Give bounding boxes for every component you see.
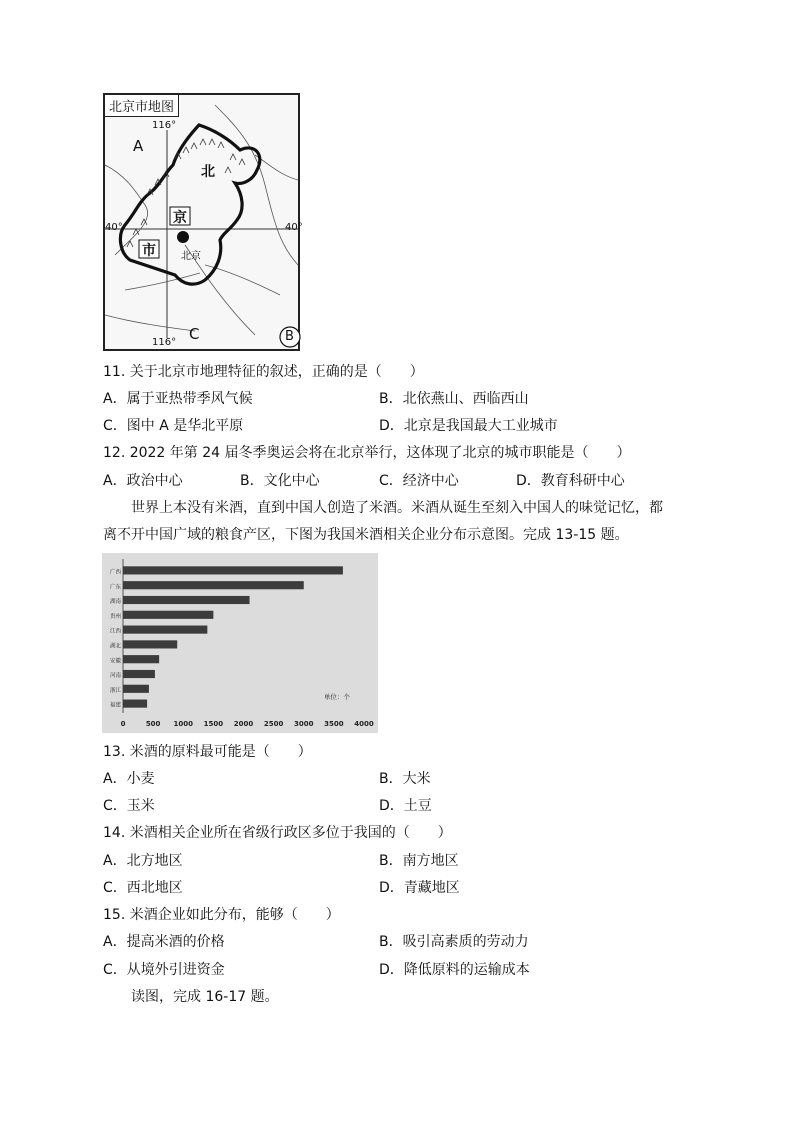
intro-line-1: 世界上本没有米酒，直到中国人创造了米酒。米酒从诞生至刻入中国人的味觉记忆，都 (131, 500, 663, 516)
beijing-map-figure (103, 93, 303, 351)
category-label-4: 江西 (109, 628, 121, 635)
q11-option-c: C．图中 A 是华北平原 (103, 418, 244, 434)
region-c-label: C (189, 325, 200, 343)
q12-option-c: C．经济中心 (379, 473, 459, 489)
bar-7 (123, 670, 155, 678)
q13-option-d: D．土豆 (379, 798, 432, 814)
category-label-1: 广东 (109, 584, 121, 591)
category-label-2: 湖南 (109, 599, 121, 606)
bar-1 (123, 581, 304, 589)
x-tick-label-8: 4000 (354, 720, 374, 728)
lon-bottom-label: 116° (152, 337, 177, 348)
category-label-8: 浙江 (109, 687, 121, 694)
x-tick-label-5: 2500 (263, 720, 284, 728)
x-tick-label-3: 1500 (203, 720, 224, 728)
city-label: 北京 (181, 251, 201, 262)
bar-0 (123, 566, 343, 574)
x-tick-label-7: 3500 (324, 720, 344, 728)
region-a-label: A (133, 137, 144, 155)
road-southwest (125, 273, 200, 290)
q11-option-b: B．北依燕山、西临西山 (379, 391, 529, 407)
outro-text: 读图，完成 16-17 题。 (131, 989, 279, 1005)
q11-stem: 11. 关于北京市地理特征的叙述，正确的是（ ） (103, 364, 424, 380)
char-bei-label: 北 (201, 164, 215, 180)
bar-8 (123, 685, 149, 693)
q13-option-c: C．玉米 (103, 798, 155, 814)
q14-option-a: A．北方地区 (103, 853, 183, 869)
q13-option-a: A．小麦 (103, 771, 155, 787)
q12-option-a: A．政治中心 (103, 473, 183, 489)
q15-stem: 15. 米酒企业如此分布，能够（ ） (103, 907, 340, 923)
rice-wine-enterprise-chart (102, 553, 378, 733)
bar-2 (123, 596, 250, 604)
category-label-3: 贵州 (109, 613, 121, 620)
map-title: 北京市地图 (105, 95, 179, 117)
q14-stem: 14. 米酒相关企业所在省级行政区多位于我国的（ ） (103, 825, 452, 841)
bar-3 (123, 611, 213, 619)
q15-option-c: C．从境外引进资金 (103, 962, 225, 978)
q11-option-a: A．属于亚热带季风气候 (103, 391, 253, 407)
chart-svg (102, 553, 378, 733)
lat-left-label: 40° (105, 222, 123, 233)
lat-right-label: 40° (285, 222, 303, 233)
bar-6 (123, 655, 159, 663)
q15-option-d: D．降低原料的运输成本 (379, 962, 530, 978)
unit-label: 单位：个 (323, 693, 350, 701)
q15-option-a: A．提高米酒的价格 (103, 934, 225, 950)
char-shi-label: 市 (142, 243, 156, 259)
q12-stem: 12. 2022 年第 24 届冬季奥运会将在北京举行，这体现了北京的城市职能是（ ） (103, 445, 631, 461)
q14-option-d: D．青藏地区 (379, 880, 460, 896)
road-bottom (105, 315, 195, 331)
bar-4 (123, 626, 207, 634)
q12-option-b: B．文化中心 (240, 473, 320, 489)
q14-option-c: C．西北地区 (103, 880, 183, 896)
category-label-9: 福建 (109, 702, 121, 709)
x-tick-label-2: 1000 (173, 720, 193, 728)
beijing-map-drawing (105, 95, 298, 349)
river-east (215, 105, 298, 265)
category-label-5: 湖北 (109, 643, 121, 650)
q13-stem: 13. 米酒的原料最可能是（ ） (103, 744, 312, 760)
x-tick-label-4: 2000 (233, 720, 254, 728)
category-label-7: 河南 (109, 673, 121, 680)
intro-line-2: 离不开中国广域的粮食产区，下图为我国米酒相关企业分布示意图。完成 13-15 题。 (103, 527, 629, 543)
q15-option-b: B．吸引高素质的劳动力 (379, 934, 529, 950)
q11-option-d: D．北京是我国最大工业城市 (379, 418, 558, 434)
q14-option-b: B．南方地区 (379, 853, 459, 869)
bar-5 (123, 640, 177, 648)
category-label-0: 广西 (109, 569, 121, 576)
q13-option-b: B．大米 (379, 771, 431, 787)
x-tick-label-6: 3000 (294, 720, 314, 728)
q12-option-d: D．教育科研中心 (516, 473, 625, 489)
category-label-6: 安徽 (109, 658, 121, 665)
x-tick-label-1: 500 (145, 720, 161, 728)
x-tick-label-0: 0 (120, 720, 126, 728)
bar-9 (123, 700, 147, 708)
region-b-label: B (285, 329, 294, 344)
beijing-city-dot (177, 231, 189, 243)
char-jing-label: 京 (173, 210, 187, 226)
lon-top-label: 116° (152, 120, 177, 131)
